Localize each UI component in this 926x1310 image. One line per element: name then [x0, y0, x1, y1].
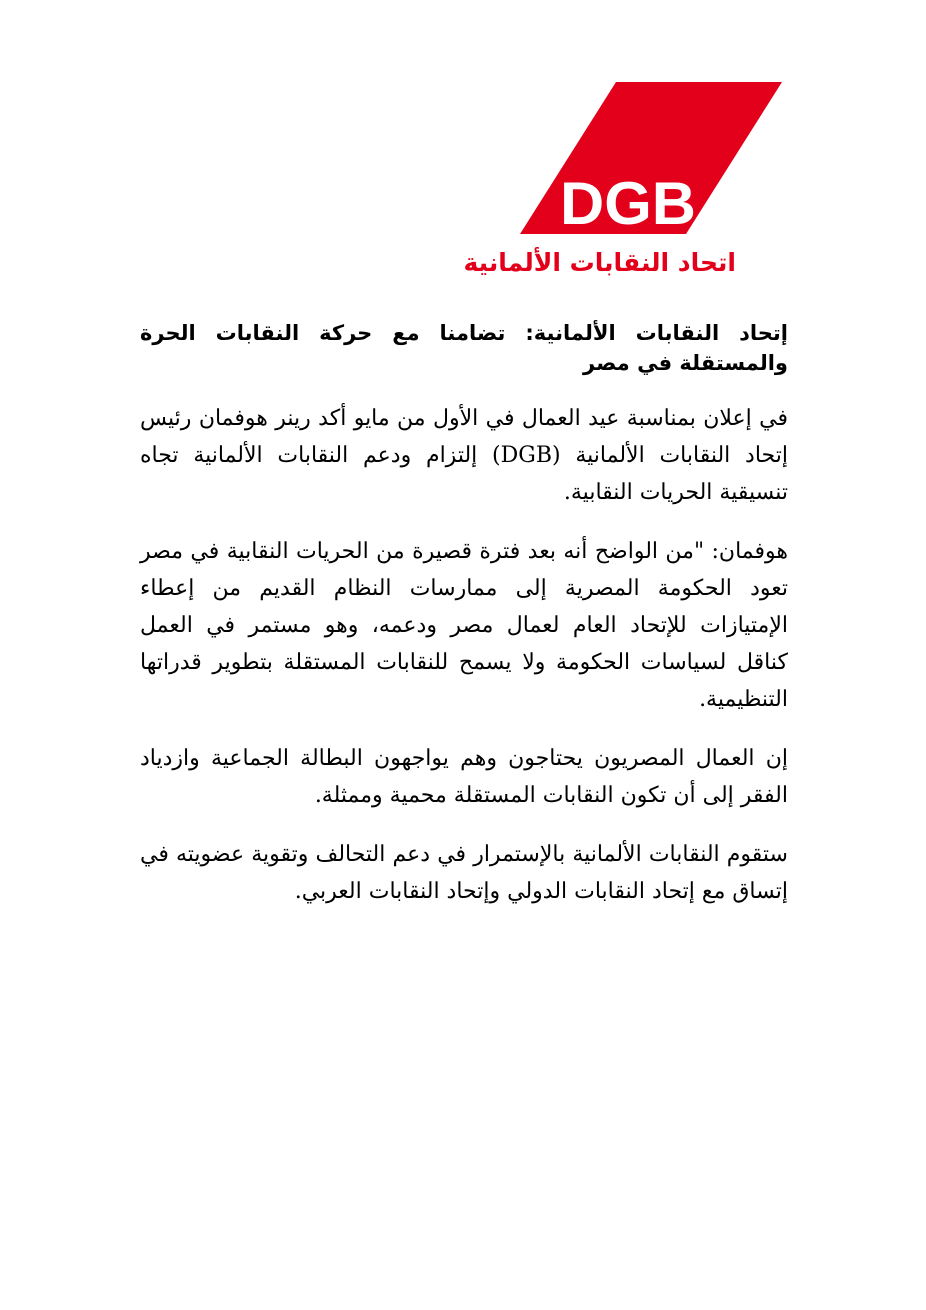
org-name: اتحاد النقابات الألمانية: [463, 248, 736, 277]
paragraph-hoffmann-quote: هوفمان: "من الواضح أنه بعد فترة قصيرة من الحريات النقابية في مصر تعود الحكومة المصرية إلى ممارسات النظام القديم من إعطاء الإمتيازات للإتحاد العام لعمال مصر ودعمه، وهو مستمر في العمل كناقل لسياسات الحكومة ولا يسمح للنقابات المستقلة بتطوير قدراتها التنظيمية.: [140, 539, 788, 712]
dgb-logo: [520, 82, 782, 234]
paragraph-egyptian-workers: إن العمال المصريون يحتاجون وهم يواجهون البطالة الجماعية وازدياد الفقر إلى أن تكون النقابات المستقلة محمية وممثلة.: [140, 746, 788, 808]
article-content: [140, 318, 788, 932]
logo-text: DGB: [560, 170, 696, 234]
article-headline: إتحاد النقابات الألمانية: تضامنا مع حركة النقابات الحرة والمستقلة في مصر: [140, 321, 788, 375]
paragraph-continued-support: ستقوم النقابات الألمانية بالإستمرار في دعم التحالف وتقوية عضويته في إتساق مع إتحاد النقابات الدولي وإتحاد النقابات العربي.: [140, 842, 788, 904]
paragraph-announcement: في إعلان بمناسبة عيد العمال في الأول من مايو أكد رينر هوفمان رئيس إتحاد النقابات الألمانية (DGB) إلتزام ودعم النقابات الألمانية تجاه تنسيقية الحريات النقابية.: [140, 406, 788, 505]
dgb-logo-graphic: [520, 82, 782, 234]
